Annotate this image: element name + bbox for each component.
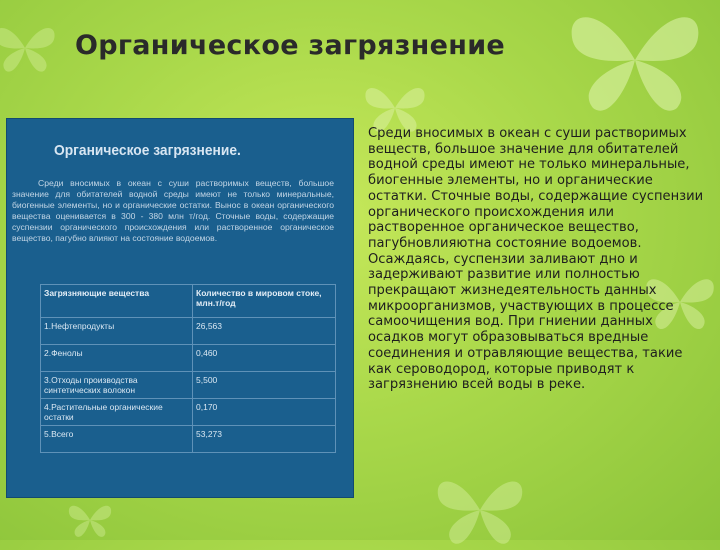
table-cell: 3.Отходы производства синтетических волокон xyxy=(41,372,193,399)
table-cell: 4.Растительные органические остатки xyxy=(41,399,193,426)
table-cell: 0,170 xyxy=(193,399,336,426)
table-cell: 5.Всего xyxy=(41,426,193,453)
butterfly-icon xyxy=(0,20,60,76)
butterfly-icon xyxy=(560,0,710,120)
pollutants-table xyxy=(40,284,336,453)
butterfly-icon xyxy=(420,470,540,550)
table-header-row xyxy=(41,285,336,318)
table-cell: 1.Нефтепродукты xyxy=(41,318,193,345)
embedded-image-panel xyxy=(6,118,354,498)
table-cell: 53,273 xyxy=(193,426,336,453)
butterfly-icon xyxy=(60,500,120,540)
table-row xyxy=(41,426,336,453)
embedded-image-paragraph: Среди вносимых в океан с суши растворимых веществ, большое значение для обитателей водной среды имеют не только минеральные, биогенные элементы, но и органические остатки. Вынос в океан органического вещества оценивается в 300 - 380 млн т/год. Сточные воды, содержащие суспензии органического происхождения или растворенное органическое вещество, пагубно влияют на состояние водоемов. xyxy=(12,178,334,243)
table-cell: 5,500 xyxy=(193,372,336,399)
table-row xyxy=(41,318,336,345)
table-cell: 26,563 xyxy=(193,318,336,345)
table-cell: 0,460 xyxy=(193,345,336,372)
table-header-cell: Загрязняющие вещества xyxy=(41,285,193,318)
slide-body-text: Среди вносимых в океан с суши растворимых веществ, большое значение для обитателей водной среды имеют не только минеральные, биогенные элементы, но и органические остатки. Сточные воды, содержащие суспензии органического происхождения или растворенное органическое вещество, пагубновлияютна состояние водоемов. Осаждаясь, суспензии заливают дно и задерживают развитие или полностью прекращают жизнедеятельность данных микроорганизмов, участвующих в процессе самоочищения вод. При гниении данных осадков могут образовываться вредные соединения и отравляющие вещества, такие как сероводород, которые приводят к загрязнению всей воды в реке. xyxy=(368,126,704,393)
slide-title: Органическое загрязнение xyxy=(75,30,506,61)
table-header-cell: Количество в мировом стоке, млн.т/год xyxy=(193,285,336,318)
table-cell: 2.Фенолы xyxy=(41,345,193,372)
embedded-image-title: Органическое загрязнение. xyxy=(54,142,241,159)
table-row xyxy=(41,372,336,399)
table-row xyxy=(41,399,336,426)
table-row xyxy=(41,345,336,372)
